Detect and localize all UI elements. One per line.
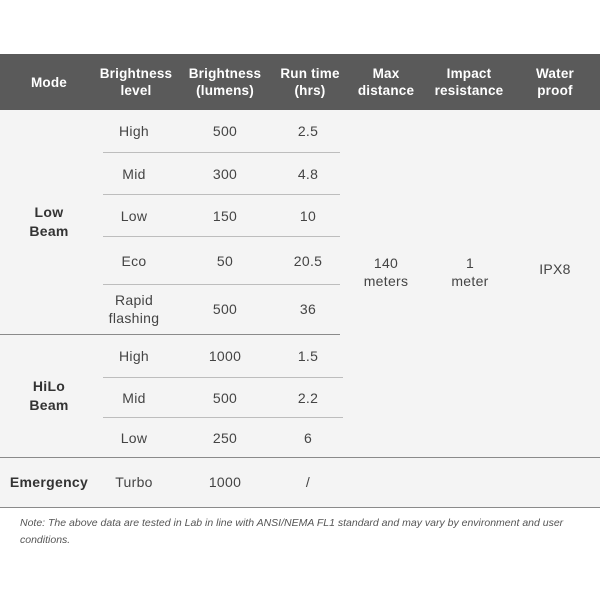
- level-cell: Low: [120, 429, 148, 446]
- level-cell: Mid: [122, 165, 146, 182]
- lumens-cell: 500: [212, 123, 238, 139]
- level-cell: Eco: [121, 252, 147, 269]
- header-brightness-lumens: Brightness (lumens): [188, 66, 262, 98]
- lumens-cell: 300: [212, 165, 238, 182]
- header-brightness-level: Brightness level: [99, 66, 173, 98]
- header-mode: Mode: [30, 74, 68, 90]
- runtime-cell: 20.5: [293, 252, 323, 269]
- header-max-distance: Max distance: [357, 66, 415, 98]
- header-run-time: Run time (hrs): [280, 66, 340, 98]
- runtime-cell: /: [305, 474, 311, 490]
- level-cell: Low: [120, 207, 148, 224]
- mode-cell-emergency: Emergency: [9, 473, 89, 490]
- header-water-proof: Water proof: [535, 66, 574, 98]
- water-proof-cell: IPX8: [539, 261, 571, 277]
- runtime-cell: 2.2: [297, 389, 319, 406]
- runtime-cell: 2.5: [297, 123, 319, 139]
- lumens-cell: 50: [216, 252, 234, 269]
- impact-resistance-cell: 1 meter: [451, 255, 489, 289]
- runtime-cell: 36: [299, 301, 317, 317]
- lumens-cell: 1000: [208, 348, 242, 364]
- level-cell: Rapid flashing: [108, 292, 160, 326]
- mode-cell-low-beam: Low Beam: [29, 204, 69, 239]
- max-distance-cell: 140 meters: [363, 255, 409, 289]
- level-cell: High: [119, 123, 149, 139]
- table-header: [0, 54, 600, 110]
- mode-cell-hilo-beam: HiLo Beam: [29, 378, 69, 413]
- lumens-cell: 500: [212, 389, 238, 406]
- lumens-cell: 500: [212, 301, 238, 317]
- level-cell: High: [119, 348, 149, 364]
- runtime-cell: 10: [299, 207, 317, 224]
- footnote: Note: The above data are tested in Lab in line with ANSI/NEMA FL1 standard and may vary by environment and user conditions.: [20, 517, 564, 546]
- lumens-cell: 150: [212, 207, 238, 224]
- runtime-cell: 6: [303, 429, 313, 446]
- header-impact-resistance: Impact resistance: [434, 66, 504, 98]
- level-cell: Mid: [122, 389, 146, 406]
- table-bottom-border: [0, 507, 600, 508]
- level-cell: Turbo: [115, 474, 153, 490]
- runtime-cell: 1.5: [297, 348, 319, 364]
- lumens-cell: 250: [212, 429, 238, 446]
- lumens-cell: 1000: [208, 474, 242, 490]
- runtime-cell: 4.8: [297, 165, 319, 182]
